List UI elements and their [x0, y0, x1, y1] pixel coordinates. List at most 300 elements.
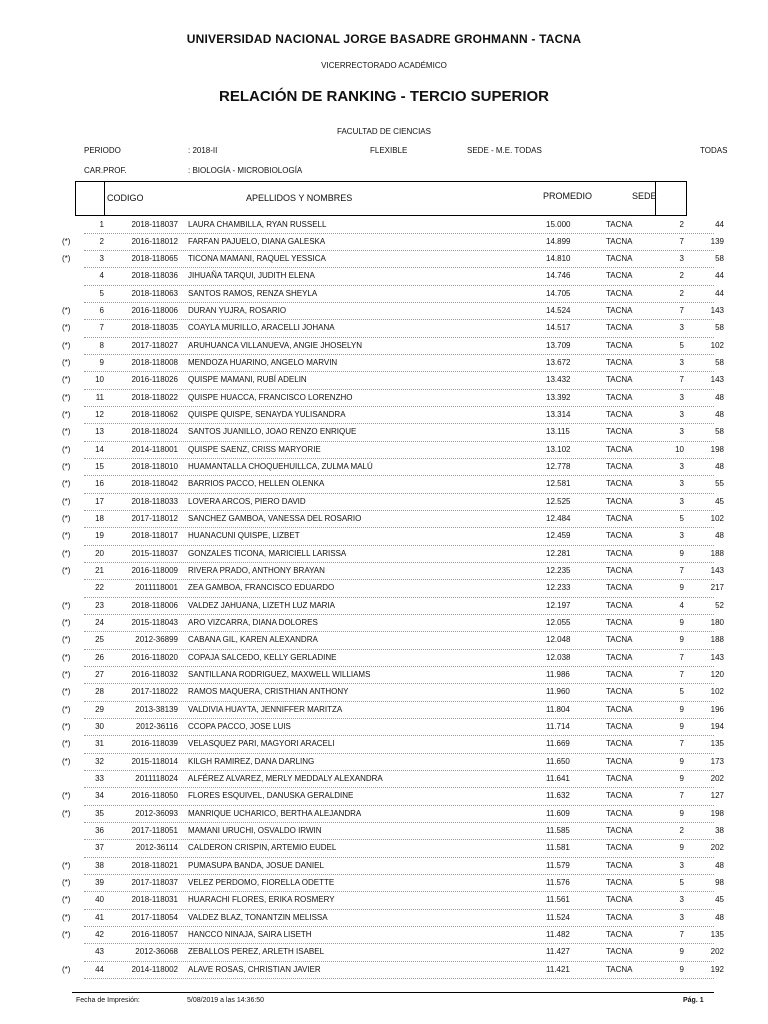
row-semester: 9 — [679, 635, 684, 645]
row-name: QUISPE SAENZ, CRISS MARYORIE — [188, 444, 321, 454]
row-sede: TACNA — [606, 358, 633, 368]
row-average: 14.524 — [546, 306, 571, 316]
row-semester: 3 — [679, 895, 684, 905]
row-mark: (*) — [62, 496, 71, 506]
row-code: 2016-118026 — [131, 375, 178, 385]
header-sede: SEDE — [632, 191, 657, 201]
row-credits: 48 — [715, 860, 724, 870]
row-name: VALDEZ BLAZ, TONANTZIN MELISSA — [188, 912, 328, 922]
row-code: 2018-118033 — [131, 496, 178, 506]
row-credits: 135 — [710, 739, 724, 749]
row-average: 13.672 — [546, 358, 571, 368]
row-semester: 5 — [679, 340, 684, 350]
row-number: 23 — [95, 600, 104, 610]
row-number: 19 — [95, 531, 104, 541]
row-credits: 48 — [715, 410, 724, 420]
row-number: 35 — [95, 808, 104, 818]
row-semester: 7 — [679, 652, 684, 662]
row-average: 11.421 — [546, 964, 570, 974]
row-name: COPAJA SALCEDO, KELLY GERLADINE — [188, 652, 337, 662]
table-row — [0, 736, 768, 753]
header-codigo: CODIGO — [107, 193, 144, 203]
table-row — [0, 390, 768, 407]
row-average: 12.048 — [546, 635, 571, 645]
row-code: 2015-118043 — [131, 618, 178, 628]
table-row — [0, 650, 768, 667]
row-credits: 48 — [715, 912, 724, 922]
row-sede: TACNA — [606, 479, 633, 489]
row-mark: (*) — [62, 531, 71, 541]
table-row — [0, 407, 768, 424]
periodo-label: PERIODO — [84, 146, 121, 155]
row-name: ZEBALLOS PEREZ, ARLETH ISABEL — [188, 947, 325, 957]
row-average: 14.705 — [546, 288, 571, 298]
row-number: 25 — [95, 635, 104, 645]
table-row — [0, 632, 768, 649]
row-average: 13.432 — [546, 375, 571, 385]
row-sede: TACNA — [606, 583, 633, 593]
carprof-label: CAR.PROF. — [84, 166, 127, 175]
row-credits: 44 — [715, 219, 724, 229]
row-semester: 3 — [679, 254, 684, 264]
row-sede: TACNA — [606, 306, 633, 316]
row-semester: 2 — [679, 219, 684, 229]
row-credits: 217 — [710, 583, 724, 593]
table-row — [0, 615, 768, 632]
table-row — [0, 442, 768, 459]
row-number: 7 — [99, 323, 104, 333]
row-semester: 4 — [679, 600, 684, 610]
row-credits: 58 — [715, 358, 724, 368]
header-apellidos: APELLIDOS Y NOMBRES — [246, 193, 353, 203]
row-average: 11.524 — [546, 912, 570, 922]
row-credits: 55 — [715, 479, 724, 489]
row-mark: (*) — [62, 392, 71, 402]
table-row — [0, 303, 768, 320]
row-mark: (*) — [62, 687, 71, 697]
row-sede: TACNA — [606, 912, 633, 922]
row-sede: TACNA — [606, 964, 633, 974]
table-row — [0, 754, 768, 771]
row-code: 2016-118039 — [131, 739, 178, 749]
row-code: 2016-118006 — [131, 306, 178, 316]
row-code: 2018-118024 — [131, 427, 178, 437]
row-credits: 173 — [710, 756, 724, 766]
row-average: 12.235 — [546, 566, 571, 576]
row-average: 11.609 — [546, 808, 570, 818]
row-mark: (*) — [62, 254, 71, 264]
row-code: 2018-118010 — [131, 462, 178, 472]
row-number: 39 — [95, 878, 104, 888]
row-semester: 7 — [679, 566, 684, 576]
row-name: SANCHEZ GAMBOA, VANESSA DEL ROSARIO — [188, 514, 362, 524]
row-number: 24 — [95, 618, 104, 628]
row-average: 12.581 — [546, 479, 571, 489]
row-number: 10 — [95, 375, 104, 385]
row-mark: (*) — [62, 236, 71, 246]
row-average: 13.102 — [546, 444, 571, 454]
row-semester: 2 — [679, 271, 684, 281]
row-credits: 58 — [715, 254, 724, 264]
row-code: 2012-36114 — [135, 843, 178, 853]
row-average: 13.709 — [546, 340, 571, 350]
row-mark: (*) — [62, 462, 71, 472]
row-number: 36 — [95, 826, 104, 836]
table-row — [0, 251, 768, 268]
row-mark: (*) — [62, 756, 71, 766]
row-number: 13 — [95, 427, 104, 437]
row-name: CABANA GIL, KAREN ALEXANDRA — [188, 635, 318, 645]
row-name: DURAN YUJRA, ROSARIO — [188, 306, 287, 316]
row-semester: 3 — [679, 912, 684, 922]
row-semester: 3 — [679, 496, 684, 506]
row-sede: TACNA — [606, 288, 633, 298]
row-semester: 7 — [679, 739, 684, 749]
row-name: VALDIVIA HUAYTA, JENNIFFER MARITZA — [188, 704, 343, 714]
row-number: 41 — [95, 912, 104, 922]
row-mark: (*) — [62, 306, 71, 316]
table-row — [0, 546, 768, 563]
row-number: 28 — [95, 687, 104, 697]
row-mark: (*) — [62, 427, 71, 437]
table-row — [0, 944, 768, 961]
row-semester: 5 — [679, 687, 684, 697]
row-mark: (*) — [62, 323, 71, 333]
row-semester: 3 — [679, 427, 684, 437]
row-semester: 7 — [679, 236, 684, 246]
row-semester: 3 — [679, 323, 684, 333]
table-row — [0, 372, 768, 389]
row-mark: (*) — [62, 704, 71, 714]
row-code: 2018-118037 — [131, 219, 178, 229]
todas-label: TODAS — [700, 146, 728, 155]
row-mark: (*) — [62, 566, 71, 576]
row-mark: (*) — [62, 912, 71, 922]
row-average: 12.038 — [546, 652, 571, 662]
row-sede: TACNA — [606, 254, 633, 264]
row-number: 44 — [95, 964, 104, 974]
table-row — [0, 338, 768, 355]
row-name: VELASQUEZ PARI, MAGYORI ARACELI — [188, 739, 335, 749]
row-name: RAMOS MAQUERA, CRISTHIAN ANTHONY — [188, 687, 349, 697]
table-row — [0, 788, 768, 805]
row-semester: 9 — [679, 722, 684, 732]
row-mark: (*) — [62, 548, 71, 558]
flexible-label: FLEXIBLE — [370, 146, 408, 155]
row-sede: TACNA — [606, 704, 633, 714]
row-semester: 3 — [679, 860, 684, 870]
row-number: 30 — [95, 722, 104, 732]
row-average: 11.960 — [546, 687, 570, 697]
sede-label: SEDE - M.E. TODAS — [467, 146, 542, 155]
row-credits: 45 — [715, 496, 724, 506]
row-semester: 9 — [679, 843, 684, 853]
row-code: 2018-118022 — [131, 392, 178, 402]
row-number: 38 — [95, 860, 104, 870]
row-name: FARFAN PAJUELO, DIANA GALESKA — [188, 236, 326, 246]
row-sede: TACNA — [606, 774, 633, 784]
row-sede: TACNA — [606, 462, 633, 472]
row-code: 2016-118020 — [131, 652, 178, 662]
row-sede: TACNA — [606, 496, 633, 506]
row-code: 2018-118036 — [131, 271, 178, 281]
row-average: 11.585 — [546, 826, 570, 836]
row-mark: (*) — [62, 739, 71, 749]
row-average: 12.233 — [546, 583, 571, 593]
row-semester: 3 — [679, 410, 684, 420]
row-sede: TACNA — [606, 548, 633, 558]
table-row — [0, 563, 768, 580]
row-number: 18 — [95, 514, 104, 524]
row-credits: 120 — [710, 670, 724, 680]
row-semester: 9 — [679, 964, 684, 974]
table-row — [0, 667, 768, 684]
row-credits: 198 — [710, 444, 724, 454]
row-sede: TACNA — [606, 392, 633, 402]
row-credits: 198 — [710, 808, 724, 818]
row-credits: 180 — [710, 618, 724, 628]
row-code: 2018-118035 — [131, 323, 178, 333]
table-row — [0, 476, 768, 493]
row-number: 14 — [95, 444, 104, 454]
row-code: 2017-118054 — [131, 912, 178, 922]
row-mark: (*) — [62, 444, 71, 454]
row-name: QUISPE MAMANI, RUBÍ ADELIN — [188, 375, 307, 385]
row-semester: 3 — [679, 462, 684, 472]
row-credits: 58 — [715, 323, 724, 333]
row-name: CCOPA PACCO, JOSE LUIS — [188, 722, 291, 732]
row-semester: 3 — [679, 531, 684, 541]
row-name: JIHUAÑA TARQUI, JUDITH ELENA — [188, 271, 315, 281]
row-semester: 9 — [679, 704, 684, 714]
row-mark: (*) — [62, 618, 71, 628]
row-credits: 102 — [710, 687, 724, 697]
row-name: HUARACHI FLORES, ERIKA ROSMERY — [188, 895, 335, 905]
row-credits: 48 — [715, 392, 724, 402]
row-code: 2018-118063 — [131, 288, 178, 298]
row-number: 16 — [95, 479, 104, 489]
row-sede: TACNA — [606, 739, 633, 749]
row-average: 11.581 — [546, 843, 570, 853]
row-credits: 44 — [715, 288, 724, 298]
row-sede: TACNA — [606, 444, 633, 454]
row-average: 14.746 — [546, 271, 571, 281]
header-divider-left — [104, 182, 105, 215]
row-mark: (*) — [62, 808, 71, 818]
row-number: 31 — [95, 739, 104, 749]
row-number: 17 — [95, 496, 104, 506]
row-code: 2016-118050 — [131, 791, 178, 801]
row-average: 12.459 — [546, 531, 571, 541]
row-semester: 2 — [679, 826, 684, 836]
row-credits: 188 — [710, 548, 724, 558]
row-code: 2012-36093 — [135, 808, 178, 818]
row-number: 34 — [95, 791, 104, 801]
row-semester: 7 — [679, 930, 684, 940]
row-credits: 127 — [710, 791, 724, 801]
row-sede: TACNA — [606, 531, 633, 541]
row-credits: 143 — [710, 566, 724, 576]
row-name: SANTILLANA RODRIGUEZ, MAXWELL WILLIAMS — [188, 670, 371, 680]
row-sede: TACNA — [606, 219, 633, 229]
table-row — [0, 268, 768, 285]
row-code: 2011118001 — [135, 583, 178, 593]
row-name: HUANACUNI QUISPE, LIZBET — [188, 531, 300, 541]
row-semester: 9 — [679, 774, 684, 784]
row-average: 13.392 — [546, 392, 571, 402]
row-semester: 7 — [679, 306, 684, 316]
row-average: 14.810 — [546, 254, 571, 264]
row-name: VALDEZ JAHUANA, LIZETH LUZ MARIA — [188, 600, 335, 610]
row-number: 11 — [95, 392, 104, 402]
row-name: CALDERON CRISPIN, ARTEMIO EUDEL — [188, 843, 337, 853]
row-name: SANTOS JUANILLO, JOAO RENZO ENRIQUE — [188, 427, 357, 437]
row-credits: 143 — [710, 375, 724, 385]
row-number: 32 — [95, 756, 104, 766]
row-credits: 192 — [710, 964, 724, 974]
row-average: 11.579 — [546, 860, 570, 870]
row-mark: (*) — [62, 358, 71, 368]
row-code: 2016-118012 — [131, 236, 178, 246]
row-name: VELEZ PERDOMO, FIORELLA ODETTE — [188, 878, 335, 888]
row-name: BARRIOS PACCO, HELLEN OLENKA — [188, 479, 325, 489]
row-number: 26 — [95, 652, 104, 662]
row-divider — [84, 978, 714, 979]
row-number: 3 — [99, 254, 104, 264]
row-mark: (*) — [62, 791, 71, 801]
table-header — [75, 181, 687, 216]
row-name: ALFÉREZ ALVAREZ, MERLY MEDDALY ALEXANDRA — [188, 774, 383, 784]
row-sede: TACNA — [606, 340, 633, 350]
row-credits: 52 — [715, 600, 724, 610]
row-average: 11.576 — [546, 878, 570, 888]
row-code: 2012-36899 — [135, 635, 178, 645]
row-name: KILGH RAMIREZ, DANA DARLING — [188, 756, 315, 766]
row-sede: TACNA — [606, 323, 633, 333]
table-row — [0, 217, 768, 234]
row-average: 11.561 — [546, 895, 570, 905]
table-row — [0, 892, 768, 909]
row-sede: TACNA — [606, 895, 633, 905]
row-sede: TACNA — [606, 375, 633, 385]
row-mark: (*) — [62, 930, 71, 940]
table-row — [0, 598, 768, 615]
row-code: 2015-118014 — [131, 756, 178, 766]
row-semester: 3 — [679, 392, 684, 402]
row-credits: 48 — [715, 462, 724, 472]
row-code: 2013-38139 — [135, 704, 178, 714]
table-row — [0, 494, 768, 511]
row-sede: TACNA — [606, 236, 633, 246]
row-number: 6 — [99, 306, 104, 316]
row-number: 2 — [99, 236, 104, 246]
row-code: 2018-118062 — [131, 410, 178, 420]
row-code: 2017-118051 — [131, 826, 178, 836]
row-average: 11.714 — [546, 722, 570, 732]
row-name: ARO VIZCARRA, DIANA DOLORES — [188, 618, 318, 628]
row-average: 11.482 — [546, 930, 570, 940]
table-row — [0, 806, 768, 823]
row-credits: 202 — [710, 843, 724, 853]
row-sede: TACNA — [606, 410, 633, 420]
row-average: 14.517 — [546, 323, 571, 333]
header-promedio: PROMEDIO — [543, 191, 593, 201]
row-semester: 9 — [679, 548, 684, 558]
row-credits: 202 — [710, 947, 724, 957]
table-row — [0, 702, 768, 719]
row-name: MANRIQUE UCHARICO, BERTHA ALEJANDRA — [188, 808, 362, 818]
row-mark: (*) — [62, 670, 71, 680]
row-code: 2015-118037 — [131, 548, 178, 558]
row-credits: 48 — [715, 531, 724, 541]
row-sede: TACNA — [606, 808, 633, 818]
row-mark: (*) — [62, 895, 71, 905]
row-code: 2016-118032 — [131, 670, 178, 680]
print-date-value: 5/08/2019 a las 14:36:50 — [187, 997, 265, 1004]
row-code: 2017-118037 — [131, 878, 178, 888]
row-semester: 2 — [679, 288, 684, 298]
table-row — [0, 511, 768, 528]
row-average: 12.197 — [546, 600, 571, 610]
table-row — [0, 528, 768, 545]
table-row — [0, 927, 768, 944]
row-name: LOVERA ARCOS, PIERO DAVID — [188, 496, 306, 506]
row-mark: (*) — [62, 635, 71, 645]
table-row — [0, 719, 768, 736]
row-mark: (*) — [62, 375, 71, 385]
carprof-value: : BIOLOGÍA - MICROBIOLOGÍA — [188, 166, 303, 175]
row-mark: (*) — [62, 964, 71, 974]
row-code: 2018-118065 — [131, 254, 178, 264]
row-average: 12.055 — [546, 618, 571, 628]
row-code: 2018-118008 — [131, 358, 178, 368]
table-row — [0, 962, 768, 979]
row-semester: 10 — [675, 444, 684, 454]
row-code: 2017-118012 — [131, 514, 178, 524]
table-row — [0, 875, 768, 892]
row-semester: 9 — [679, 618, 684, 628]
row-sede: TACNA — [606, 947, 633, 957]
row-mark: (*) — [62, 860, 71, 870]
row-sede: TACNA — [606, 930, 633, 940]
row-sede: TACNA — [606, 878, 633, 888]
row-number: 40 — [95, 895, 104, 905]
row-semester: 3 — [679, 479, 684, 489]
table-row — [0, 320, 768, 337]
row-average: 11.804 — [546, 704, 570, 714]
university-title: UNIVERSIDAD NACIONAL JORGE BASADRE GROHMANN - TACNA — [186, 32, 582, 46]
row-average: 11.669 — [546, 739, 570, 749]
row-semester: 7 — [679, 375, 684, 385]
table-row — [0, 234, 768, 251]
row-semester: 9 — [679, 583, 684, 593]
table-row — [0, 355, 768, 372]
row-mark: (*) — [62, 340, 71, 350]
report-title: RELACIÓN DE RANKING - TERCIO SUPERIOR — [218, 88, 549, 105]
table-row — [0, 823, 768, 840]
table-row — [0, 459, 768, 476]
row-credits: 44 — [715, 271, 724, 281]
row-name: ALAVE ROSAS, CHRISTIAN JAVIER — [188, 964, 321, 974]
row-sede: TACNA — [606, 860, 633, 870]
row-code: 2017-118022 — [131, 687, 178, 697]
table-row — [0, 771, 768, 788]
row-sede: TACNA — [606, 652, 633, 662]
row-credits: 98 — [715, 878, 724, 888]
row-name: HANCCO NINAJA, SAIRA LISETH — [188, 930, 312, 940]
row-sede: TACNA — [606, 791, 633, 801]
row-name: TICONA MAMANI, RAQUEL YESSICA — [188, 254, 326, 264]
